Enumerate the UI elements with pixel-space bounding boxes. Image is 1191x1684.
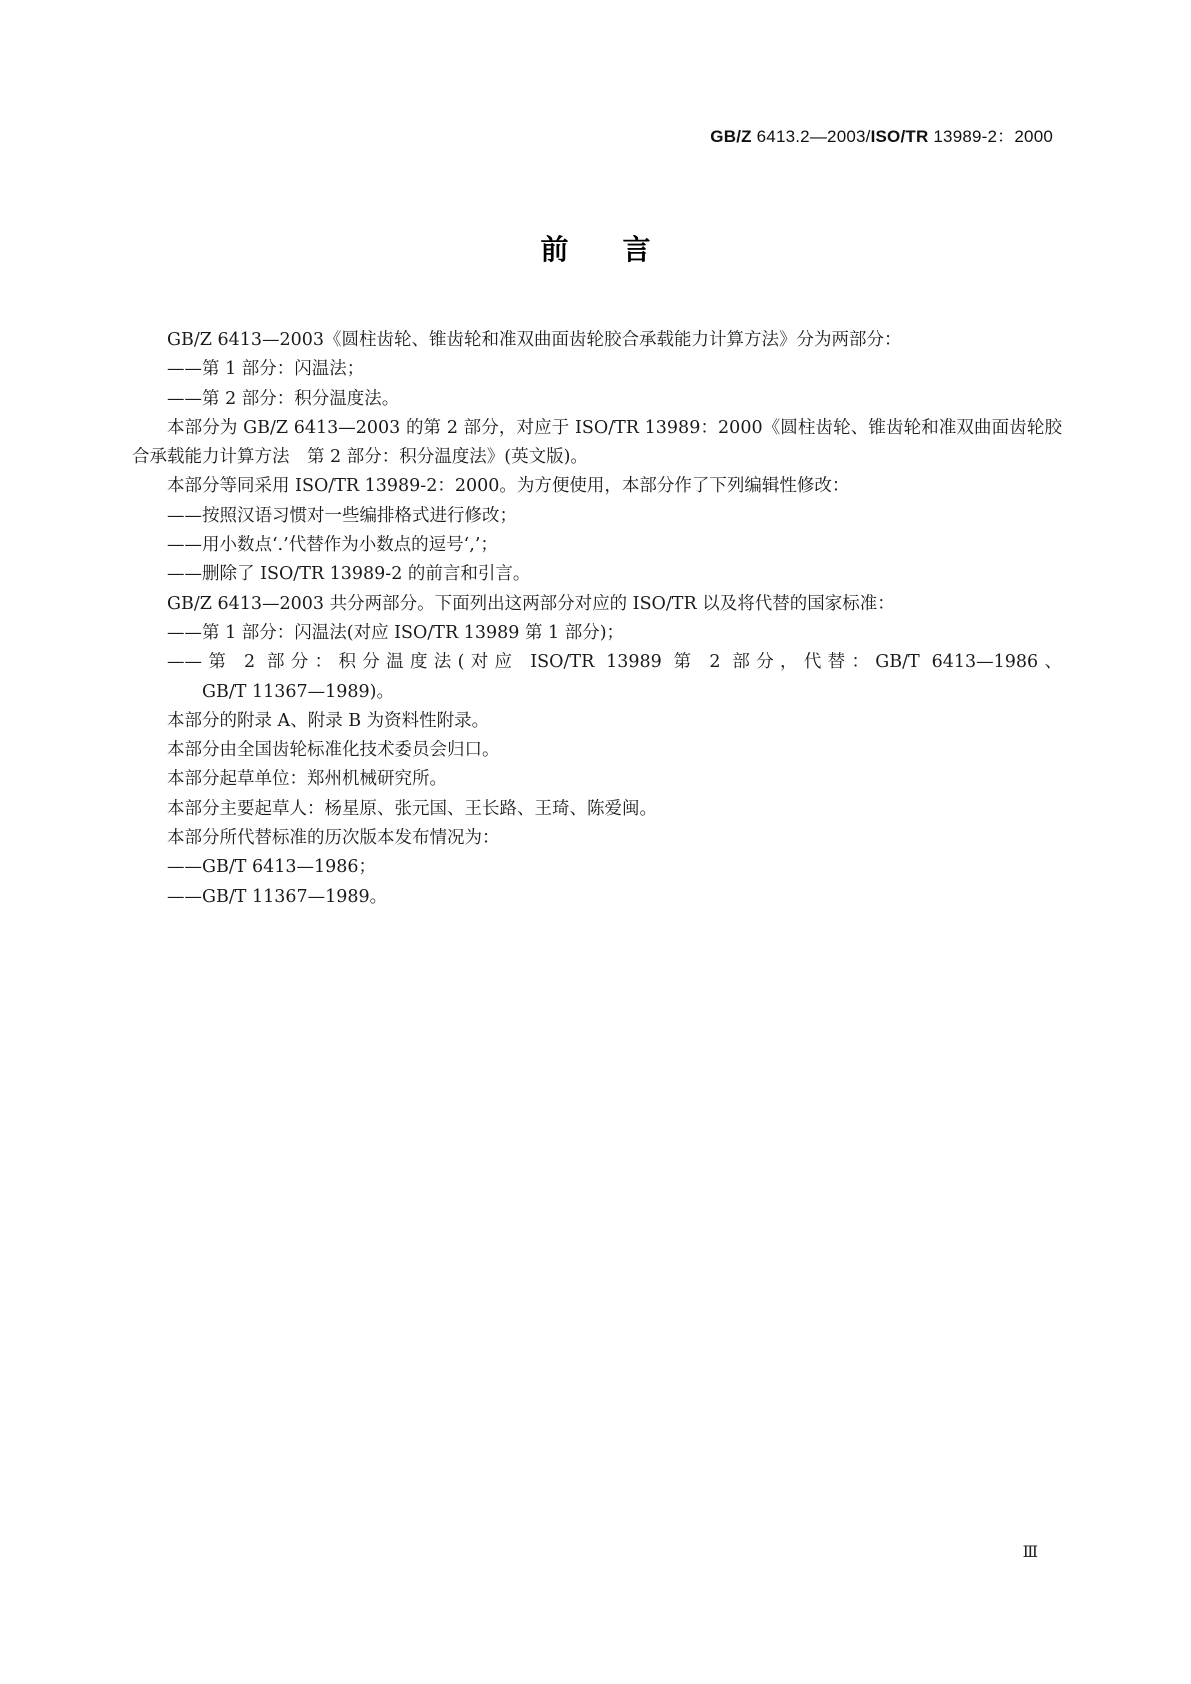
list-item-format-change: ——按照汉语习惯对一些编排格式进行修改； — [167, 505, 517, 526]
paragraph-annexes: 本部分的附录 A、附录 B 为资料性附录。 — [167, 710, 490, 731]
paragraph-correspondence: 本部分为 GB/Z 6413—2003 的第 2 部分，对应于 ISO/TR 13989：2000《圆柱齿轮、锥齿轮和准双曲面齿轮胶合承载能力计算方法 第 2 部分：积分温度法》(英文版)。 — [132, 417, 1062, 468]
document-code-header — [710, 122, 1053, 147]
header-code-prefix: GB/Z — [710, 127, 752, 146]
list-item-edition-1986: ——GB/T 6413—1986； — [167, 857, 377, 878]
paragraph-structure: GB/Z 6413—2003《圆柱齿轮、锥齿轮和准双曲面齿轮胶合承载能力计算方法》分为两部分： — [167, 330, 902, 350]
paragraph-parts-list: GB/Z 6413—2003 共分两部分。下面列出这两部分对应的 ISO/TR 以及将代替的国家标准： — [167, 593, 895, 614]
paragraph-responsible-committee: 本部分由全国齿轮标准化技术委员会归口。 — [167, 740, 500, 761]
header-code-suffix: 13989-2：2000 — [928, 127, 1053, 146]
list-item-part2: ——第 2 部分：积分温度法。 — [167, 388, 400, 409]
page-number: Ⅲ — [1022, 1542, 1038, 1561]
list-item-part1-correspondence: ——第 1 部分：闪温法(对应 ISO/TR 13989 第 1 部分)； — [167, 622, 625, 643]
list-item-deleted-foreword: ——删除了 ISO/TR 13989-2 的前言和引言。 — [167, 564, 531, 585]
title-char-2: 言 — [622, 233, 651, 266]
list-item-part2-continuation: GB/T 11367—1989)。 — [202, 681, 395, 702]
foreword-body — [132, 326, 1062, 912]
list-item-part2-correspondence: ——第 2 部分：积分温度法(对应 ISO/TR 13989 第 2 部分，代替：GB/T 6413—1986、 — [167, 652, 1062, 673]
page-title — [0, 228, 1191, 268]
list-item-edition-1989: ——GB/T 11367—1989。 — [167, 886, 388, 907]
paragraph-adoption: 本部分等同采用 ISO/TR 13989-2：2000。为方便使用，本部分作了下列编辑性修改： — [167, 476, 850, 497]
header-code-mid: 6413.2—2003/ — [751, 127, 871, 146]
list-item-part1: ——第 1 部分：闪温法； — [167, 359, 365, 380]
paragraph-drafters: 本部分主要起草人：杨星原、张元国、王长路、王琦、陈爱闽。 — [167, 798, 657, 819]
title-char-1: 前 — [540, 233, 569, 266]
paragraph-drafting-unit: 本部分起草单位：郑州机械研究所。 — [167, 769, 447, 790]
header-code-iso: ISO/TR — [870, 127, 929, 146]
paragraph-previous-editions: 本部分所代替标准的历次版本发布情况为： — [167, 828, 500, 849]
list-item-decimal-change: ——用小数点‘.’代替作为小数点的逗号‘,’； — [167, 535, 498, 556]
